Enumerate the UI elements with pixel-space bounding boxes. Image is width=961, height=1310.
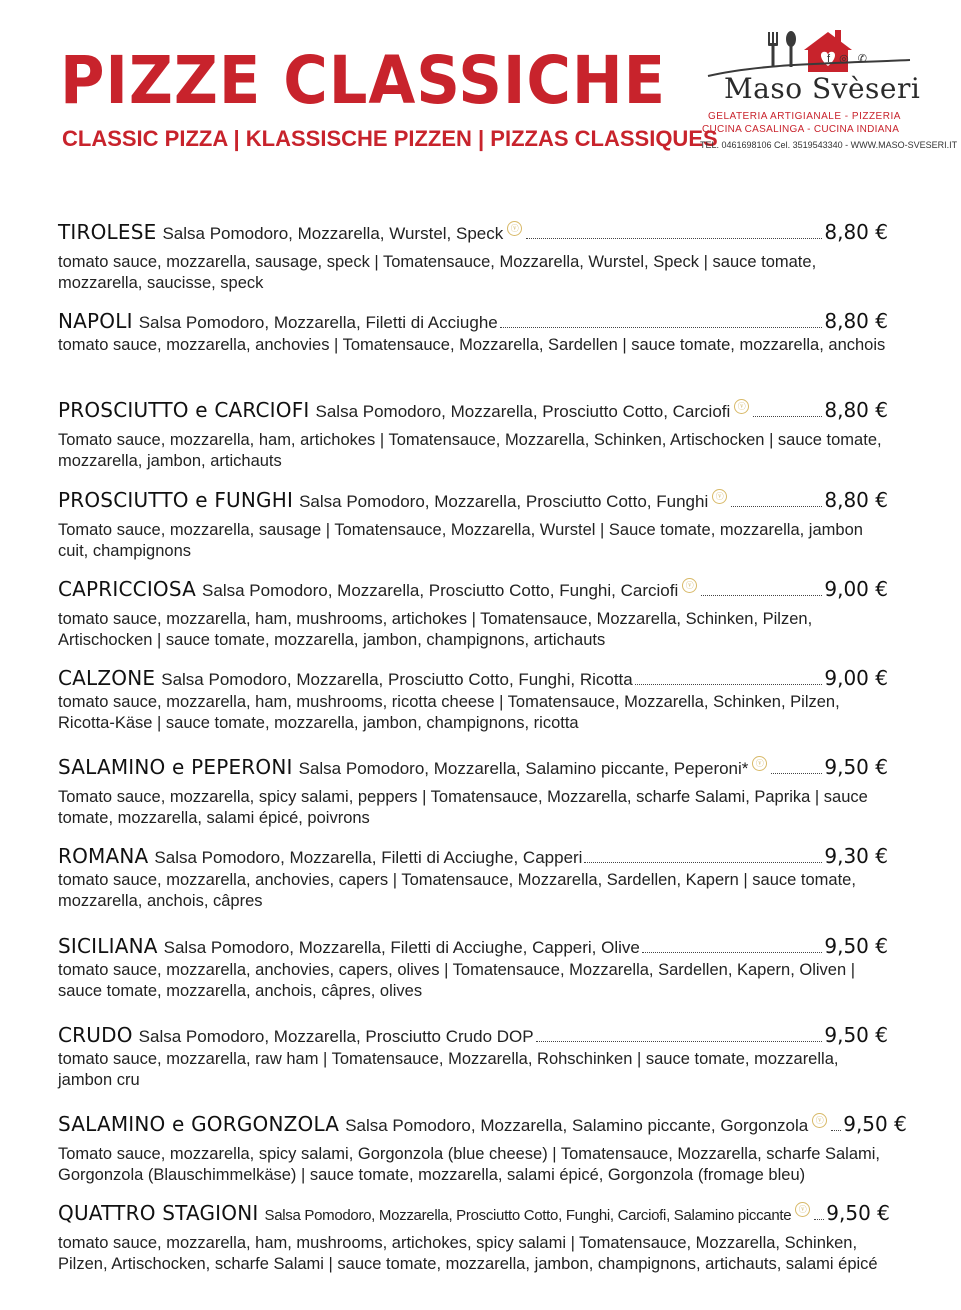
dot-leader [753, 416, 822, 417]
dot-leader [536, 1041, 823, 1042]
menu-item [58, 220, 888, 309]
pizza-translation: tomato sauce, mozzarella, anchovies | Tomatensauce, Mozzarella, Sardellen | sauce tomate, mozzarella, anchois [58, 336, 886, 355]
vegetarian-icon: ⓥ [752, 756, 767, 771]
vegetarian-icon: ⓥ [812, 1113, 827, 1128]
menu-item [58, 844, 888, 933]
dot-leader [831, 1130, 841, 1131]
dot-leader [584, 862, 822, 863]
pizza-name: TIROLESE [58, 220, 157, 244]
menu-item-line [58, 577, 888, 607]
menu-item [58, 398, 888, 487]
pizza-name: SALAMINO e PEPERONI [58, 755, 293, 780]
pizza-ingredients: Salsa Pomodoro, Mozzarella, Prosciutto Cotto, Funghi, Carciofi [202, 580, 679, 600]
pizza-name: QUATTRO STAGIONI [58, 1201, 259, 1226]
brand-contact: TEL. 0461698106 Cel. 3519543340 - WWW.MASO-SVESERI.IT [700, 140, 958, 150]
vegetarian-icon: ⓥ [507, 221, 522, 236]
vegetarian-icon: ⓥ [795, 1202, 810, 1217]
pizza-ingredients: Salsa Pomodoro, Mozzarella, Wurstel, Speck [162, 224, 504, 243]
pizza-ingredients: Salsa Pomodoro, Mozzarella, Prosciutto Crudo DOP [138, 1026, 534, 1046]
pizza-price: 9,30 € [824, 844, 888, 869]
pizza-ingredients: Salsa Pomodoro, Mozzarella, Prosciutto Cotto, Funghi, Ricotta [161, 669, 633, 689]
pizza-name: NAPOLI [58, 309, 133, 334]
brand-tagline-1: GELATERIA ARTIGIANALE - PIZZERIA [708, 111, 901, 122]
menu-item-line [58, 398, 888, 428]
pizza-ingredients: Salsa Pomodoro, Mozzarella, Filetti di Acciughe, Capperi, Olive [163, 937, 640, 957]
pizza-translation: tomato sauce, mozzarella, raw ham | Tomatensauce, Mozzarella, Rohschinken | sauce tomate, mozzarella, jambon cru [58, 1049, 839, 1089]
page-title: PIZZE CLASSICHE [60, 42, 667, 119]
pizza-price: 8,80 € [824, 309, 888, 334]
pizza-name: PROSCIUTTO e CARCIOFI [58, 398, 310, 423]
pizza-price: 9,00 € [824, 576, 888, 601]
brand-name: Maso Svèseri [724, 72, 921, 105]
pizza-translation: tomato sauce, mozzarella, ham, mushrooms, artichokes | Tomatensauce, Mozzarella, Schinken, Pilzen, Artischocken | sauce tomate, mozzarella, jambon, champignons, artichauts [58, 609, 813, 649]
menu-item [58, 488, 888, 577]
dot-leader [635, 684, 823, 685]
menu-item [58, 934, 888, 1023]
menu-item [58, 1201, 888, 1290]
pizza-price: 8,80 € [824, 398, 888, 423]
menu-item [58, 309, 888, 398]
pizza-translation: tomato sauce, mozzarella, sausage, speck | Tomatensauce, Mozzarella, Wurstel, Speck | sauce tomate, mozzarella, saucisse, speck [58, 253, 817, 292]
pizza-price: 9,50 € [824, 933, 888, 958]
pizza-name: CRUDO [58, 1022, 133, 1047]
pizza-translation: tomato sauce, mozzarella, ham, mushrooms, artichokes, spicy salami | Tomatensauce, Mozzarella, Schinken, Pilzen, Artischocken, scharfe Salami | sauce tomate, mozzarella, jambon, champignons, artichauts, salami épicé [58, 1234, 878, 1274]
pizza-ingredients: Salsa Pomodoro, Mozzarella, Prosciutto Cotto, Funghi, Carciofi, Salamino piccante [264, 1207, 792, 1225]
pizza-translation: Tomato sauce, mozzarella, sausage | Tomatensauce, Mozzarella, Wurstel | Sauce tomate, mozzarella, jambon cuit, champignons [58, 520, 863, 560]
pizza-price: 8,80 € [824, 487, 888, 512]
pizza-name: SICILIANA [58, 933, 158, 958]
vegetarian-icon: ⓥ [682, 578, 697, 593]
vegetarian-icon: ⓥ [734, 399, 749, 414]
social-icons: f ◎ ✆ [827, 53, 870, 65]
pizza-translation: Tomato sauce, mozzarella, spicy salami, Gorgonzola (blue cheese) | Tomatensauce, Mozzarella, scharfe Salami, Gorgonzola (Blauschimmelkäse) | sauce tomate, mozzarella, salami épicé, Gorgonzola (fromage bleu) [58, 1144, 881, 1184]
pizza-name: CALZONE [58, 665, 156, 690]
pizza-ingredients: Salsa Pomodoro, Mozzarella, Prosciutto Cotto, Carciofi [315, 402, 731, 422]
pizza-price: 8,80 € [824, 220, 888, 244]
menu-item-line [58, 666, 888, 690]
menu-item-line [58, 1201, 888, 1231]
page-subtitle: CLASSIC PIZZA | KLASSISCHE PIZZEN | PIZZAS CLASSIQUES [62, 126, 718, 151]
pizza-price: 9,00 € [824, 665, 888, 690]
menu-item-line [58, 755, 888, 785]
menu-item [58, 1111, 907, 1201]
menu-item-line [58, 309, 888, 333]
pizza-ingredients: Salsa Pomodoro, Mozzarella, Filetti di Acciughe, Capperi [154, 848, 583, 868]
pizza-name: ROMANA [58, 844, 149, 869]
menu-list [58, 220, 907, 1290]
menu-item-line [58, 1023, 888, 1047]
pizza-price: 9,50 € [826, 1201, 890, 1226]
dot-leader [771, 773, 822, 774]
pizza-price: 9,50 € [824, 1022, 888, 1047]
pizza-translation: Tomato sauce, mozzarella, spicy salami, peppers | Tomatensauce, Mozzarella, scharfe Salami, Paprika | sauce tomate, mozzarella, salami épicé, poivrons [58, 788, 868, 828]
pizza-price: 9,50 € [824, 755, 888, 780]
brand-tagline-2: CUCINA CASALINGA - CUCINA INDIANA [702, 124, 900, 135]
menu-item [58, 1023, 888, 1112]
dot-leader [526, 238, 822, 239]
pizza-translation: tomato sauce, mozzarella, ham, mushrooms, ricotta cheese | Tomatensauce, Mozzarella, Schinken, Pilzen, Ricotta-Käse | sauce tomate, mozzarella, jambon, champignons, ricotta [58, 692, 840, 732]
restaurant-logo [700, 24, 958, 159]
dot-leader [731, 506, 822, 507]
menu-item [58, 577, 888, 666]
dot-leader [814, 1219, 824, 1220]
menu-item-line [58, 220, 888, 250]
pizza-name: CAPRICCIOSA [58, 576, 197, 601]
pizza-translation: tomato sauce, mozzarella, anchovies, capers, olives | Tomatensauce, Mozzarella, Sardellen, Kapern, Oliven | sauce tomate, mozzarella, anchois, câpres, olives [58, 960, 855, 1000]
menu-item-line [58, 844, 888, 868]
pizza-ingredients: Salsa Pomodoro, Mozzarella, Salamino piccante, Gorgonzola [345, 1115, 809, 1135]
menu-item [58, 755, 888, 844]
pizza-price: 9,50 € [843, 1111, 907, 1136]
pizza-name: PROSCIUTTO e FUNGHI [58, 487, 294, 512]
dot-leader [500, 327, 823, 328]
vegetarian-icon: ⓥ [712, 489, 727, 504]
dot-leader [701, 595, 822, 596]
pizza-ingredients: Salsa Pomodoro, Mozzarella, Salamino piccante, Peperoni* [298, 759, 749, 779]
menu-item-line [58, 1111, 907, 1142]
menu-item [58, 666, 888, 755]
dot-leader [642, 952, 823, 953]
pizza-translation: Tomato sauce, mozzarella, ham, artichokes | Tomatensauce, Mozzarella, Schinken, Artischocken | sauce tomate, mozzarella, jambon, artichauts [58, 431, 882, 471]
pizza-ingredients: Salsa Pomodoro, Mozzarella, Prosciutto Cotto, Funghi [299, 491, 709, 511]
pizza-translation: tomato sauce, mozzarella, anchovies, capers | Tomatensauce, Mozzarella, Sardellen, Kapern | sauce tomate, mozzarella, anchois, câpres [58, 871, 856, 911]
pizza-name: SALAMINO e GORGONZOLA [58, 1111, 340, 1136]
menu-item-line [58, 934, 888, 958]
pizza-ingredients: Salsa Pomodoro, Mozzarella, Filetti di Acciughe [138, 313, 498, 333]
menu-item-line [58, 488, 888, 518]
